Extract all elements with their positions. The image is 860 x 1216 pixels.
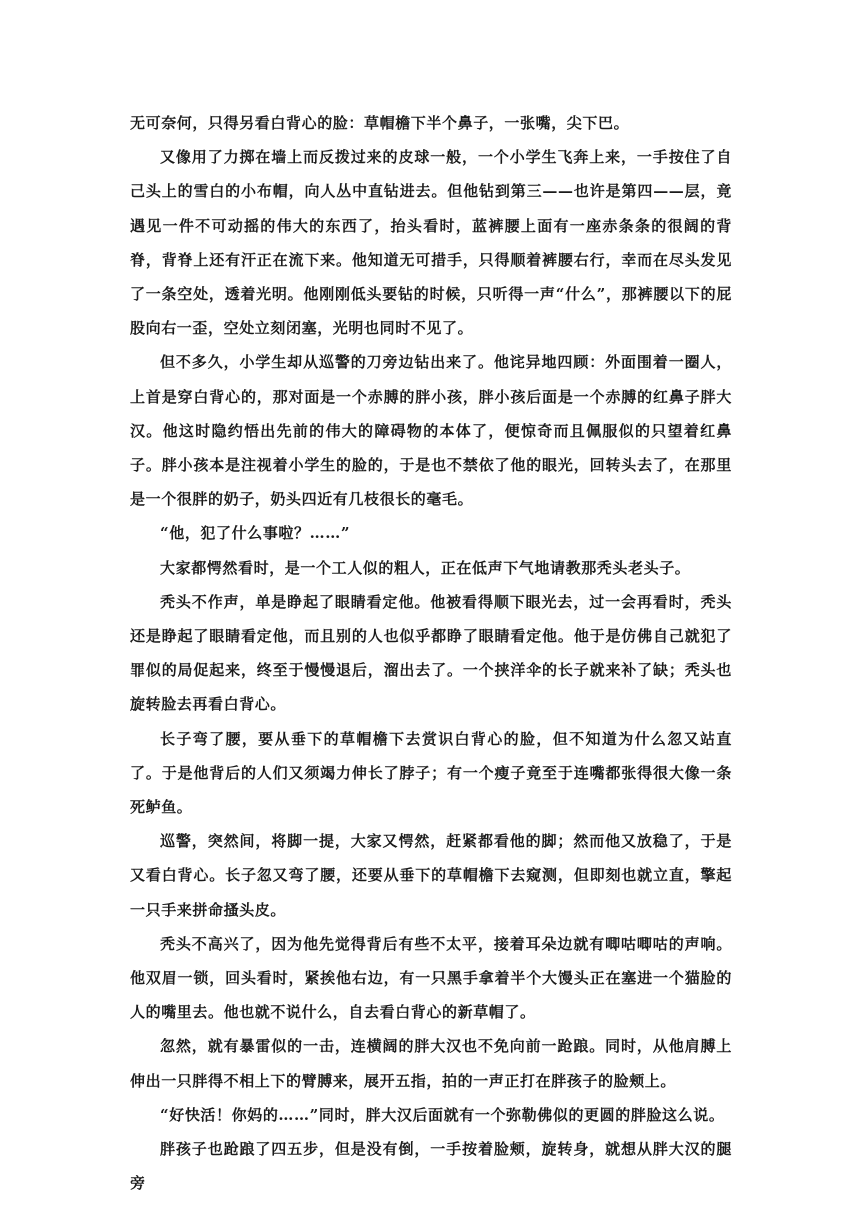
paragraph: 无可奈何，只得另看白背心的脸：草帽檐下半个鼻子，一张嘴，尖下巴。 [130, 114, 630, 132]
paragraph: 胖孩子也跄踉了四五步，但是没有倒，一手按着脸颊，旋转身，就想从胖大汉的腿旁 [130, 1140, 732, 1193]
paragraph: 忽然，就有暴雷似的一击，连横阔的胖大汉也不免向前一跄踉。同时，从他肩膊上伸出一只胖得不相上下的臂膊来，展开五指，拍的一声正打在胖孩子的脸颊上。 [130, 1037, 732, 1090]
paragraph: 秃头不高兴了，因为他先觉得背后有些不太平，接着耳朵边就有唧咕唧咕的声响。他双眉一锁，回头看时，紧挨他右边，有一只黑手拿着半个大馒头正在塞进一个猫脸的人的嘴里去。他也就不说什么，自去看白背心的新草帽了。 [130, 934, 732, 1022]
paragraph: “他，犯了什么事啦？……” [160, 524, 351, 543]
paragraph: 大家都愕然看时，是一个工人似的粗人，正在低声下气地请教那秃头老头子。 [160, 558, 691, 577]
paragraph: 秃头不作声，单是睁起了眼睛看定他。他被看得顺下眼光去，过一会再看时，秃头还是睁起了眼睛看定他，而且别的人也似乎都睁了眼睛看定他。他于是仿佛自己就犯了罪似的局促起来，终至于慢慢退后，溜出去了。一个挟洋伞的长子就来补了缺；秃头也旋转脸去再看白背心。 [130, 592, 732, 714]
paragraph: “好快活！你妈的……”同时，胖大汉后面就有一个弥勒佛似的更圆的胖脸这么说。 [160, 1105, 725, 1124]
paragraph: 但不多久，小学生却从巡警的刀旁边钻出来了。他诧异地四顾：外面围着一圈人，上首是穿白背心的，那对面是一个赤膊的胖小孩，胖小孩后面是一个赤膊的红鼻子胖大汉。他这时隐约悟出先前的伟大的障碍物的本体了，便惊奇而且佩服似的只望着红鼻子。胖小孩本是注视着小学生的脸的，于是也不禁依了他的眼光，回转头去了，在那里是一个很胖的奶子，奶头四近有几枝很长的毫毛。 [130, 353, 732, 509]
paragraph: 长子弯了腰，要从垂下的草帽檐下去赏识白背心的脸，但不知道为什么忽又站直了。于是他背后的人们又须竭力伸长了脖子；有一个瘦子竟至于连嘴都张得很大像一条死鲈鱼。 [130, 729, 732, 817]
body-text [130, 106, 732, 1201]
paragraph: 巡警，突然间，将脚一提，大家又愕然，赶紧都看他的脚；然而他又放稳了，于是又看白背心。长子忽又弯了腰，还要从垂下的草帽檐下去窥测，但即刻也就立直，擎起一只手来拼命搔头皮。 [130, 832, 732, 919]
paragraph: 又像用了力掷在墙上而反拨过来的皮球一般，一个小学生飞奔上来，一手按住了自己头上的雪白的小布帽，向人丛中直钻进去。但他钻到第三——也许是第四——层，竟遇见一件不可动摇的伟大的东西了，抬头看时，蓝裤腰上面有一座赤条条的很阔的背脊，背脊上还有汗正在流下来。他知道无可措手，只得顺着裤腰右行，幸而在尽头发见了一条空处，透着光明。他刚刚低头要钻的时候，只听得一声“什么”，那裤腰以下的屁股向右一歪，空处立刻闭塞，光明也同时不见了。 [130, 148, 732, 338]
